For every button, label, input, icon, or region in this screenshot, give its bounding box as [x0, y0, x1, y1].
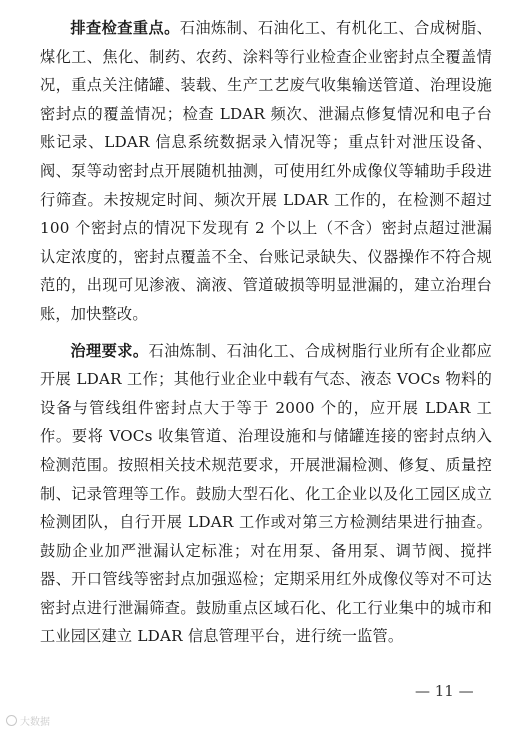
page-number: — 11 — [415, 682, 474, 700]
paragraph-inspection-focus [40, 14, 492, 329]
heading-governance-requirements: 治理要求。 [70, 341, 149, 360]
document-page [40, 14, 492, 651]
paragraph-governance-requirements [40, 337, 492, 652]
watermark-text: 大数据 [20, 717, 50, 728]
watermark [6, 713, 50, 728]
heading-inspection-focus: 排查检查重点。 [70, 19, 180, 37]
body-inspection-focus: 石油炼制、石油化工、有机化工、合成树脂、煤化工、焦化、制药、农药、涂料等行业检查企业密封点全覆盖情况，重点关注储罐、装载、生产工艺废气收集输送管道、治理设施密封点的覆盖情况；检查 LDAR 频次、泄漏点修复情况和电子台账记录、LDAR 信息系统数据录入情况等；重点针对泄压设备、阀、泵等动密封点开展随机抽测，可使用红外成像仪等辅助手段进行筛查。未按规定时间、频次开展 LDAR 工作的，在检测不超过 100 个密封点的情况下发现有 2 个以上（不含）密封点超过泄漏认定浓度的，密封点覆盖不全、台账记录缺失、仪器操作不符合规范的，出现可见渗液、滴液、管道破损等明显泄漏的，建立治理台账，加快整改。 [40, 19, 493, 323]
watermark-logo-icon [6, 715, 17, 726]
body-governance-requirements: 石油炼制、石油化工、合成树脂行业所有企业都应开展 LDAR 工作；其他行业企业中载有气态、液态 VOCs 物料的设备与管线组件密封点大于等于 2000 个的，应开展 LDAR 工作。要将 VOCs 收集管道、治理设施和与储罐连接的密封点纳入检测范围。按照相关技术规范要求，开展泄漏检测、修复、质量控制、记录管理等工作。鼓励大型石化、化工企业以及化工园区成立检测团队，自行开展 LDAR 工作或对第三方检测结果进行抽查。鼓励企业加严泄漏认定标准；对在用泵、备用泵、调节阀、搅拌器、开口管线等密封点加强巡检；定期采用红外成像仪等对不可达密封点进行泄漏筛查。鼓励重点区域石化、化工行业集中的城市和工业园区建立 LDAR 信息管理平台，进行统一监管。 [40, 341, 493, 646]
